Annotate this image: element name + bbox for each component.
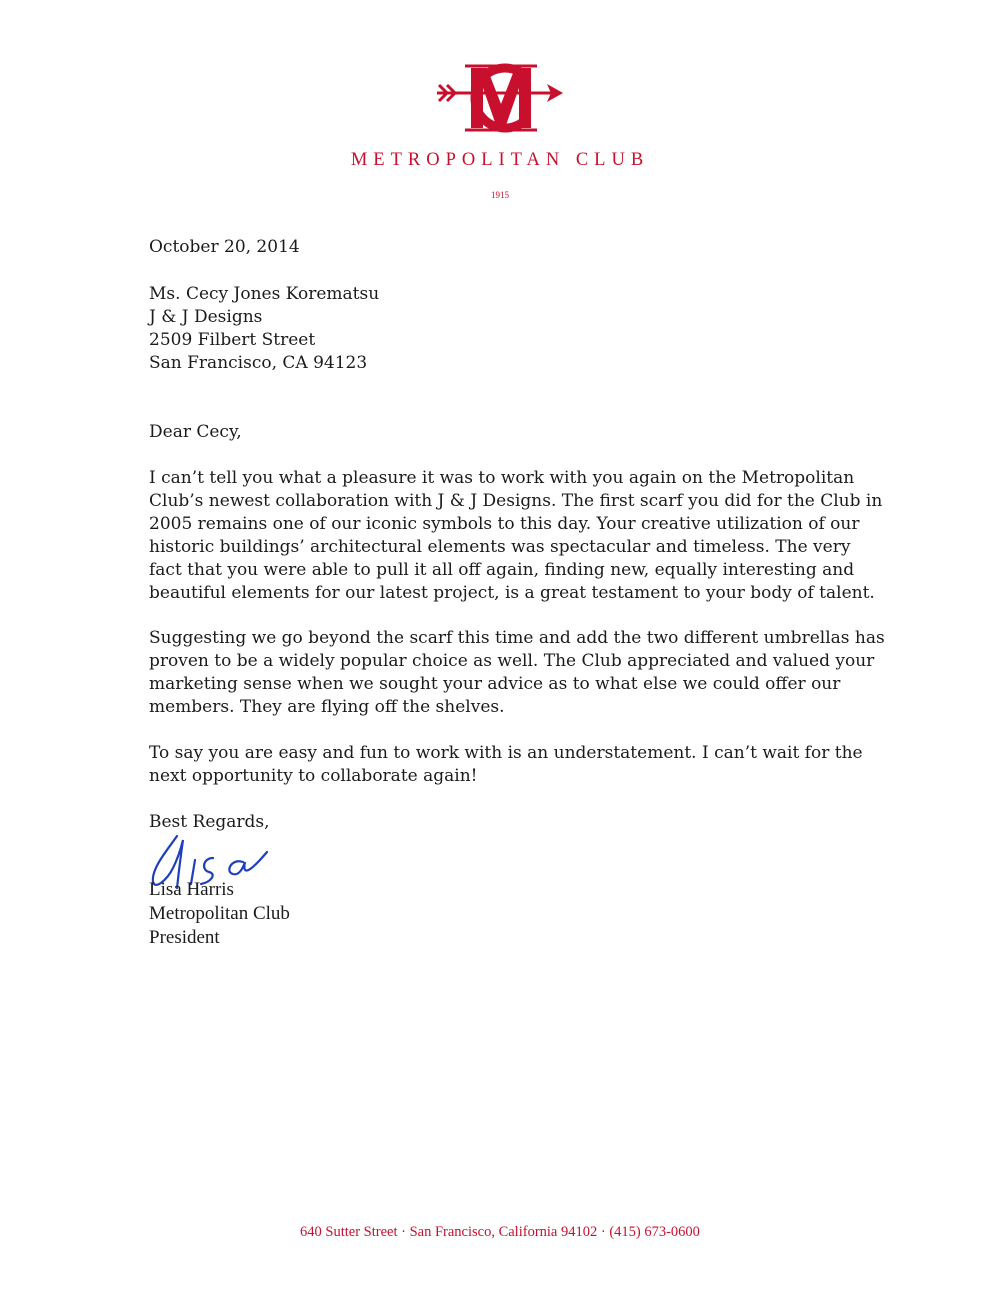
recipient-name: Ms. Cecy Jones Korematsu: [149, 284, 380, 304]
paragraph-line: 2005 remains one of our iconic symbols to this day. Your creative utilization of our: [149, 514, 860, 534]
paragraph-line: marketing sense when we sought your advice as to what else we could offer our: [149, 674, 841, 694]
paragraph-line: proven to be a widely popular choice as well. The Club appreciated and valued your: [149, 651, 875, 671]
club-logo-icon: [435, 60, 565, 138]
recipient-city: San Francisco, CA 94123: [149, 353, 368, 373]
paragraph-2: [149, 627, 885, 719]
signer-name: Lisa Harris: [149, 879, 234, 900]
recipient-company: J & J Designs: [149, 307, 263, 327]
signer-organization: Metropolitan Club: [149, 903, 290, 924]
founded-year: 1915: [491, 190, 509, 200]
footer-address: 640 Sutter Street · San Francisco, California 94102 · (415) 673-0600: [300, 1224, 700, 1240]
signer-title: President: [149, 927, 220, 948]
paragraph-line: historic buildings’ architectural elements was spectacular and timeless. The very: [149, 537, 851, 557]
paragraph-line: members. They are flying off the shelves.: [149, 697, 505, 717]
signer-block: [149, 878, 290, 950]
paragraph-line: Club’s newest collaboration with J & J Designs. The first scarf you did for the Club in: [149, 491, 883, 511]
salutation: Dear Cecy,: [149, 422, 242, 442]
closing: Best Regards,: [149, 812, 270, 832]
recipient-street: 2509 Filbert Street: [149, 330, 316, 350]
letterhead: [0, 60, 1000, 138]
paragraph-1: [149, 467, 882, 605]
paragraph-line: Suggesting we go beyond the scarf this time and add the two different umbrellas has: [149, 628, 885, 648]
paragraph-3: [149, 742, 863, 788]
paragraph-line: beautiful elements for our latest project, is a great testament to your body of talent.: [149, 583, 875, 603]
paragraph-line: To say you are easy and fun to work with is an understatement. I can’t wait for the: [149, 743, 863, 763]
recipient-address: [149, 283, 379, 375]
paragraph-line: next opportunity to collaborate again!: [149, 766, 478, 786]
paragraph-line: I can’t tell you what a pleasure it was to work with you again on the Metropolitan: [149, 468, 855, 488]
paragraph-line: fact that you were able to pull it all off again, finding new, equally interesting and: [149, 560, 855, 580]
club-name: METROPOLITAN CLUB: [350, 150, 650, 170]
letter-date: October 20, 2014: [149, 237, 300, 257]
